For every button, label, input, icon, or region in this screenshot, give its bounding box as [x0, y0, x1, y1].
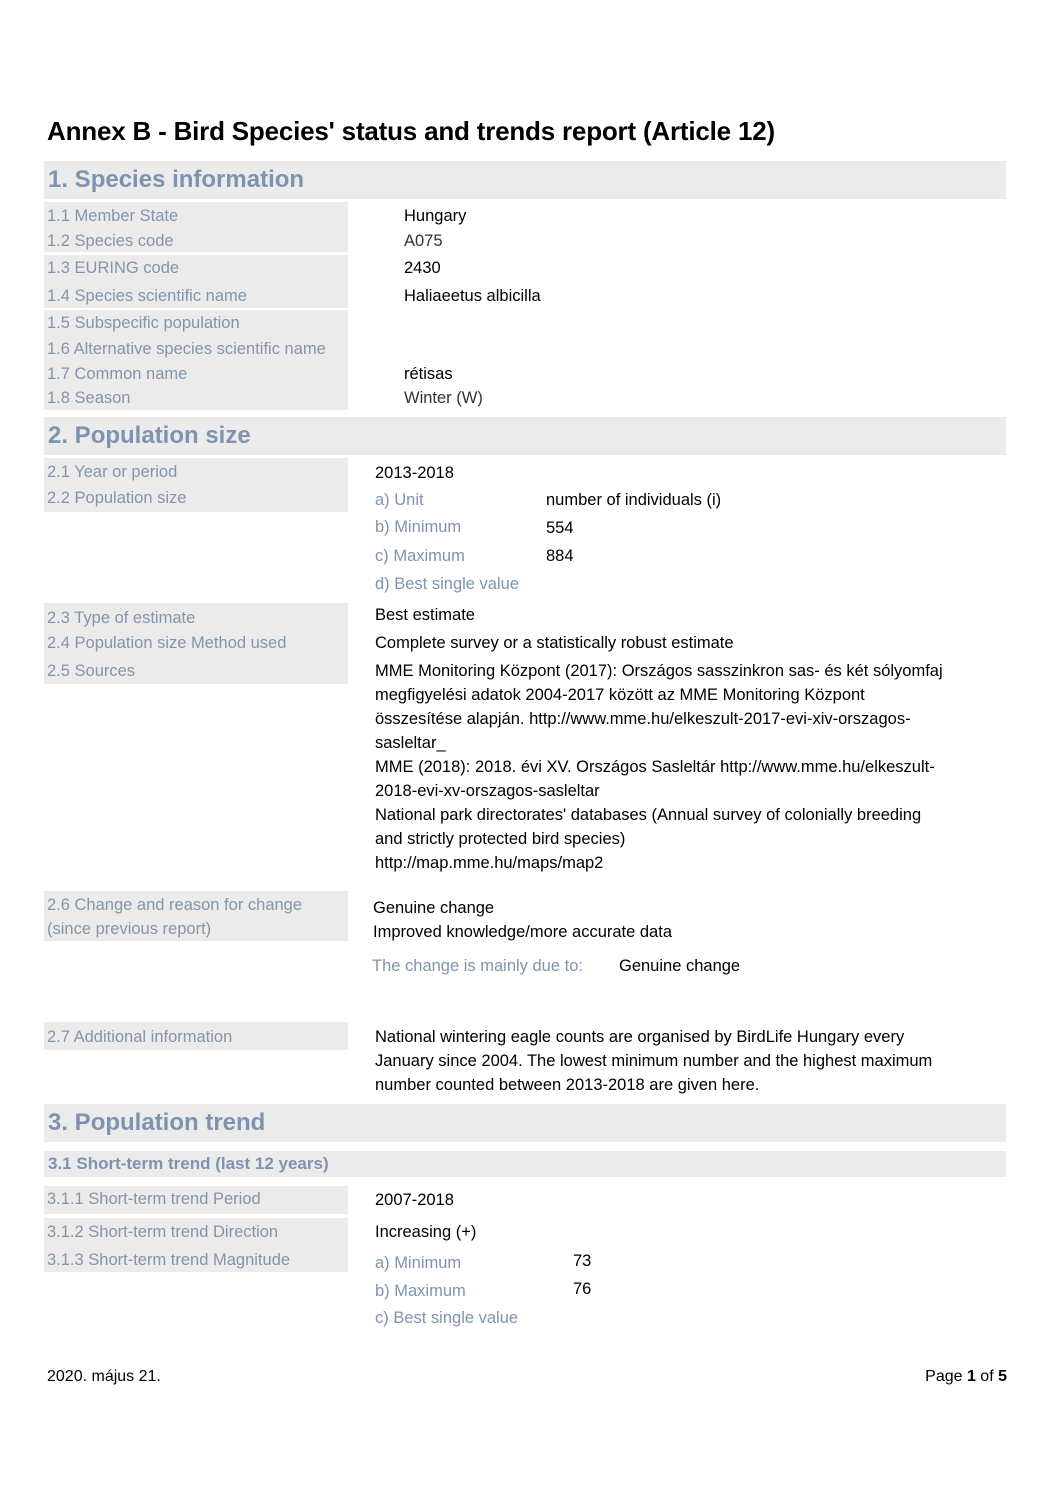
field-label-population-size: 2.2 Population size — [47, 489, 187, 507]
additional-line: January since 2004. The lowest minimum number and the highest maximum — [375, 1052, 933, 1070]
section-heading-population-trend: 3. Population trend — [44, 1104, 1006, 1142]
field-value-change: Genuine change — [373, 899, 495, 917]
field-value-method-used: Complete survey or a statistically robust estimate — [375, 634, 734, 652]
subfield-label-change-mainly-due-to: The change is mainly due to: — [372, 957, 583, 975]
subfield-value-minimum: 554 — [546, 519, 574, 537]
field-label-type-of-estimate: 2.3 Type of estimate — [47, 609, 196, 627]
field-label-year-or-period: 2.1 Year or period — [47, 463, 178, 481]
subsection-heading-short-term-trend: 3.1 Short-term trend (last 12 years) — [44, 1151, 1006, 1177]
section-heading-population-size: 2. Population size — [44, 417, 1006, 455]
field-value-year-or-period: 2013-2018 — [375, 464, 454, 482]
page-of: of — [975, 1368, 999, 1385]
sources-line: megfigyelési adatok 2004-2017 között az MME Monitoring Központ — [375, 686, 865, 704]
subfield-label-trend-maximum: b) Maximum — [375, 1282, 466, 1300]
field-label-trend-magnitude: 3.1.3 Short-term trend Magnitude — [47, 1251, 291, 1269]
sources-line: and strictly protected bird species) — [375, 830, 626, 848]
subfield-label-best-single-value: d) Best single value — [375, 575, 519, 593]
sources-line: MME Monitoring Központ (2017): Országos sasszinkron sas- és két sólyomfaj — [375, 662, 943, 680]
field-value-additional-information — [375, 1025, 1005, 1097]
sources-line: http://map.mme.hu/maps/map2 — [375, 854, 604, 872]
subfield-label-trend-best-single-value: c) Best single value — [375, 1309, 519, 1327]
field-value-trend-period: 2007-2018 — [375, 1191, 454, 1209]
field-label-method-used: 2.4 Population size Method used — [47, 634, 287, 652]
field-value-euring-code: 2430 — [404, 259, 441, 277]
sources-line: összesítése alapján. http://www.mme.hu/elkeszult-2017-evi-xiv-orszagos- — [375, 710, 911, 728]
sources-line: 2018-evi-xv-orszagos-sasleltar — [375, 782, 600, 800]
field-value-scientific-name: Haliaeetus albicilla — [404, 287, 541, 305]
subfield-label-unit: a) Unit — [375, 491, 424, 509]
field-label-sources: 2.5 Sources — [47, 662, 136, 680]
field-label-euring-code: 1.3 EURING code — [47, 259, 180, 277]
field-value-sources — [375, 659, 1005, 875]
field-label-trend-direction: 3.1.2 Short-term trend Direction — [47, 1223, 279, 1241]
page-total: 5 — [998, 1368, 1007, 1385]
field-label-scientific-name: 1.4 Species scientific name — [47, 287, 247, 305]
footer-date: 2020. május 21. — [47, 1368, 161, 1385]
field-label-common-name: 1.7 Common name — [47, 365, 188, 383]
field-label-subspecific-population: 1.5 Subspecific population — [47, 314, 240, 332]
field-label-season: 1.8 Season — [47, 389, 131, 407]
field-value-member-state: Hungary — [404, 207, 467, 225]
field-label-member-state: 1.1 Member State — [47, 207, 179, 225]
field-value-species-code: A075 — [404, 232, 443, 250]
section-heading-species-information: 1. Species information — [44, 161, 1006, 199]
subfield-value-unit: number of individuals (i) — [546, 491, 722, 509]
field-value-change-reason: Improved knowledge/more accurate data — [373, 923, 672, 941]
field-label-alternative-name: 1.6 Alternative species scientific name — [47, 340, 326, 358]
field-label-trend-period: 3.1.1 Short-term trend Period — [47, 1190, 261, 1208]
subfield-label-trend-minimum: a) Minimum — [375, 1254, 462, 1272]
subfield-value-trend-minimum: 73 — [573, 1252, 592, 1270]
field-value-trend-direction: Increasing (+) — [375, 1223, 477, 1241]
subfield-value-trend-maximum: 76 — [573, 1280, 592, 1298]
field-label-change-reason: 2.6 Change and reason for change — [47, 896, 303, 914]
additional-line: National wintering eagle counts are organised by BirdLife Hungary every — [375, 1028, 905, 1046]
footer-page-number — [925, 1368, 1007, 1386]
subfield-label-maximum: c) Maximum — [375, 547, 465, 565]
field-label-additional-information: 2.7 Additional information — [47, 1028, 233, 1046]
field-value-season: Winter (W) — [404, 389, 483, 407]
subfield-label-minimum: b) Minimum — [375, 518, 462, 536]
field-label-species-code: 1.2 Species code — [47, 232, 174, 250]
sources-line: MME (2018): 2018. évi XV. Országos Sasleltár http://www.mme.hu/elkeszult- — [375, 758, 935, 776]
subfield-value-maximum: 884 — [546, 547, 574, 565]
subfield-value-change-mainly-due-to: Genuine change — [619, 957, 741, 975]
sources-line: National park directorates' databases (Annual survey of colonially breeding — [375, 806, 922, 824]
page-title: Annex B - Bird Species' status and trends report (Article 12) — [47, 116, 775, 146]
field-value-common-name: rétisas — [404, 365, 453, 383]
field-label-change-reason-note: (since previous report) — [47, 920, 212, 938]
field-value-type-of-estimate: Best estimate — [375, 606, 475, 624]
page-current: 1 — [966, 1368, 976, 1385]
page-prefix: Page — [925, 1368, 967, 1385]
sources-line: sasleltar_ — [375, 734, 446, 752]
additional-line: number counted between 2013-2018 are given here. — [375, 1076, 760, 1094]
